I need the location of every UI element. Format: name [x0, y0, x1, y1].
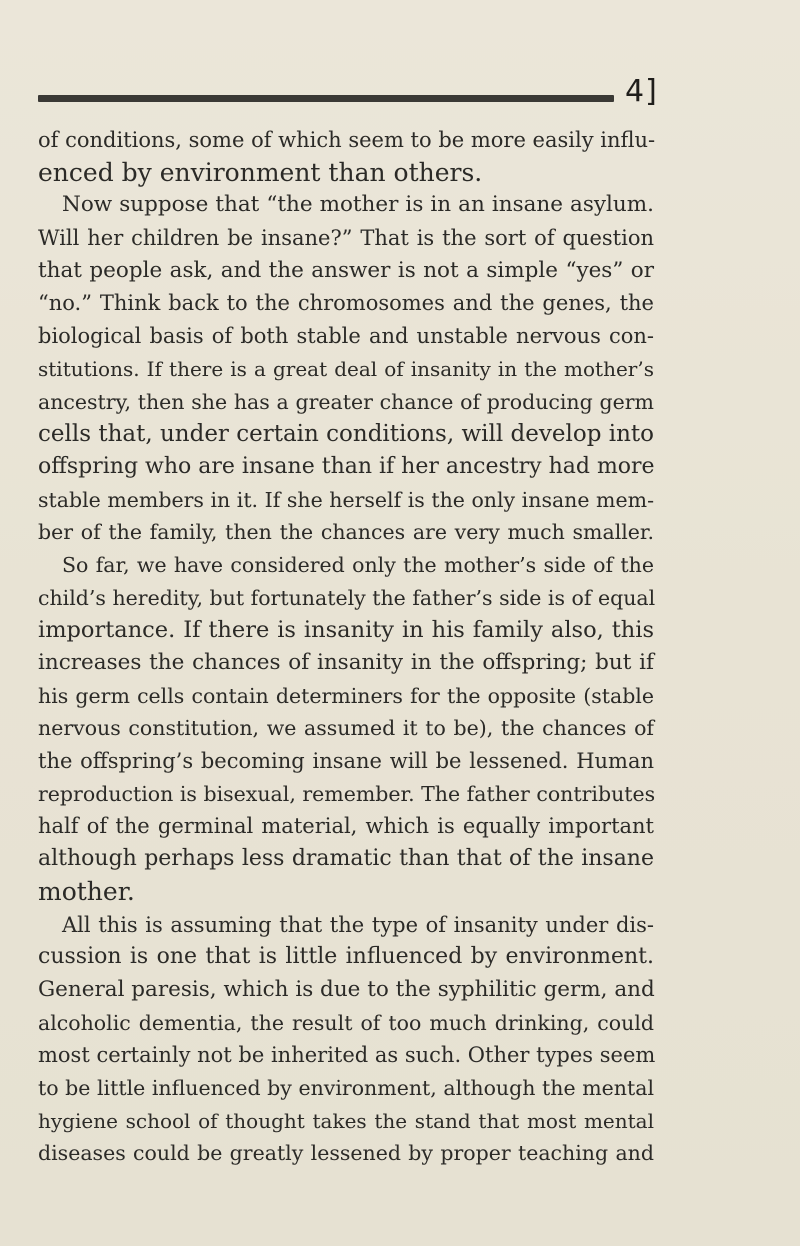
text-line: “no.” Think back to the chromosomes and the genes, the: [38, 291, 654, 316]
text-line: All this is assuming that the type of insanity under dis-: [62, 912, 654, 937]
text-line: nervous constitution, we assumed it to be), the chances of: [38, 716, 654, 741]
text-line: hygiene school of thought takes the stand that most mental: [38, 1108, 654, 1133]
text-line: increases the chances of insanity in the offspring; but if: [38, 650, 654, 675]
text-line: of conditions, some of which seem to be more easily influ-: [38, 128, 656, 152]
text-line: half of the germinal material, which is equally important: [38, 814, 654, 839]
text-line: enced by environment than others.: [38, 157, 483, 187]
text-line: mother.: [38, 876, 135, 906]
text-line: So far, we have considered only the mother’s side of the: [62, 552, 654, 577]
text-line: stitutions. If there is a great deal of insanity in the mother’s: [38, 356, 654, 381]
text-line: diseases could be greatly lessened by proper teaching and: [38, 1141, 654, 1166]
header-rule: [38, 95, 614, 102]
text-line: ber of the family, then the chances are very much smaller.: [38, 520, 654, 545]
text-line: the offspring’s becoming insane will be lessened. Human: [38, 749, 654, 774]
text-line: his germ cells contain determiners for the opposite (stable: [38, 683, 654, 708]
text-line: cells that, under certain conditions, will develop into: [38, 421, 654, 448]
text-line: ancestry, then she has a greater chance of producing germ: [38, 389, 654, 414]
text-line: alcoholic dementia, the result of too much drinking, could: [38, 1010, 654, 1035]
text-line: that people ask, and the answer is not a simple “yes” or: [38, 257, 654, 283]
body-text: [38, 124, 654, 1170]
text-line: reproduction is bisexual, remember. The father contributes: [38, 781, 656, 806]
text-line: General paresis, which is due to the syphilitic germ, and: [38, 976, 655, 1002]
text-line: cussion is one that is little influenced by environment.: [38, 944, 654, 970]
text-line: offspring who are insane than if her ancestry had more: [38, 453, 655, 479]
text-line: most certainly not be inherited as such. Other types seem: [38, 1043, 656, 1068]
page-number: 4]: [625, 74, 658, 109]
text-line: child’s heredity, but fortunately the father’s side is of equal: [38, 585, 656, 610]
text-line: stable members in it. If she herself is the only insane mem-: [38, 487, 654, 512]
text-line: biological basis of both stable and unstable nervous con-: [38, 324, 654, 349]
text-line: although perhaps less dramatic than that of the insane: [38, 846, 654, 872]
text-line: importance. If there is insanity in his family also, this: [38, 617, 654, 644]
text-line: to be little influenced by environment, although the mental: [38, 1075, 654, 1100]
text-line: Will her children be insane?” That is the sort of question: [38, 226, 654, 251]
text-line: Now suppose that “the mother is in an insane asylum.: [62, 192, 654, 218]
